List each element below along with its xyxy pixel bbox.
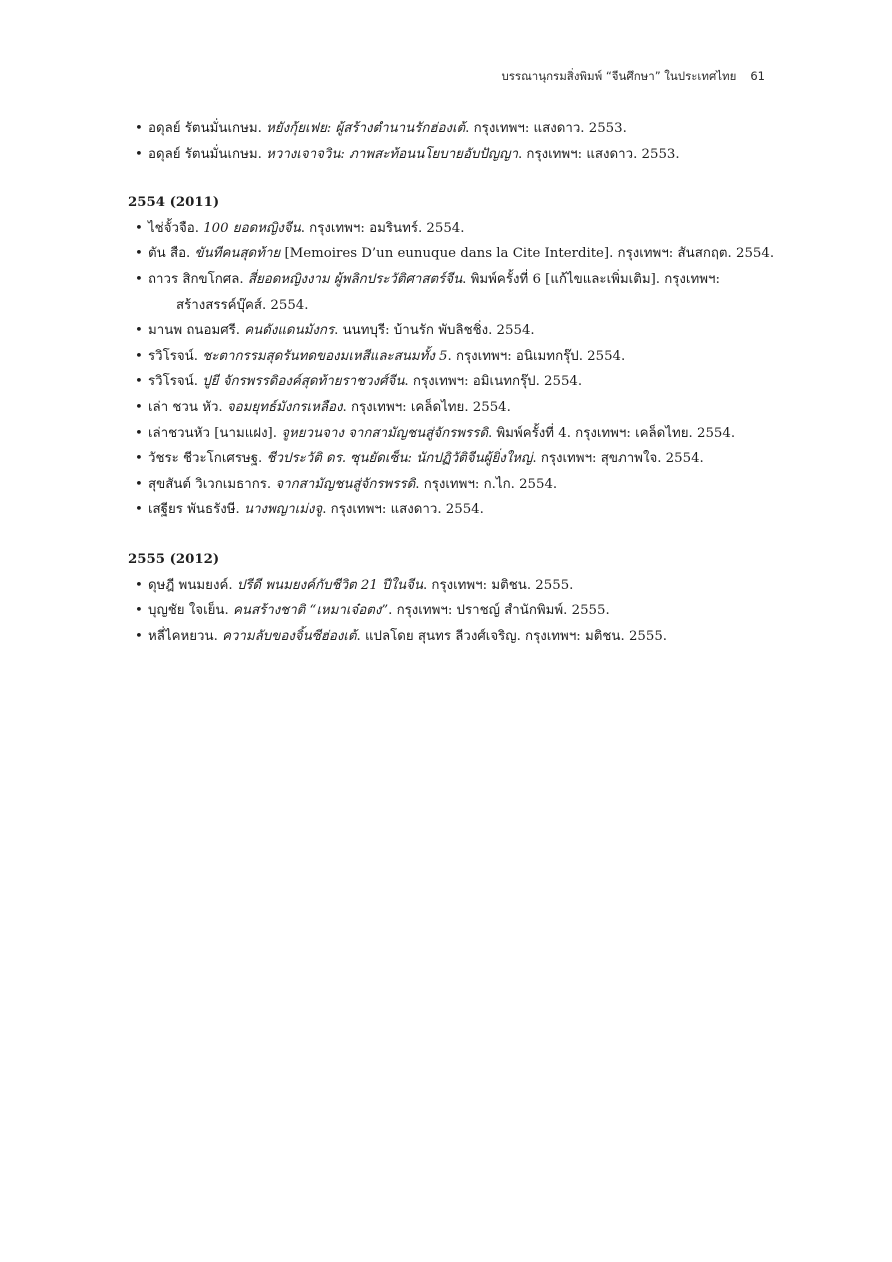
running-header bbox=[501, 68, 765, 86]
list-item: • สุขสันต์ วิเวกเมธากร. จากสามัญชนสู่จักรพรรดิ. กรุงเทพฯ: ก.ไก. 2554. bbox=[128, 472, 778, 498]
list-item: • เล่าชวนหัว [นามแฝง]. จูหยวนจาง จากสามัญชนสู่จักรพรรดิ. พิมพ์ครั้งที่ 4. กรุงเทพฯ: เคล็ดไทย. 2554. bbox=[128, 421, 778, 447]
list-item: • ไช่จั้วจือ. 100 ยอดหญิงจีน. กรุงเทพฯ: อมรินทร์. 2554. bbox=[128, 216, 778, 242]
year-heading-2555: 2555 (2012) bbox=[128, 551, 220, 567]
list-item: • อดุลย์ รัตนมั่นเกษม. หวางเจาจวิน: ภาพสะท้อนนโยบายอับปัญญา. กรุงเทพฯ: แสงดาว. 2553. bbox=[128, 142, 778, 168]
bibliography-list-2555 bbox=[128, 573, 778, 650]
list-item: • เล่า ชวน หัว. จอมยุทธ์มังกรเหลือง. กรุงเทพฯ: เคล็ดไทย. 2554. bbox=[128, 395, 778, 421]
list-item-continuation: สร้างสรรค์บุ๊คส์. 2554. bbox=[176, 297, 309, 313]
list-item: • ดุษฎี พนมยงค์. ปรีดี พนมยงค์กับชีวิต 21 ปีในจีน. กรุงเทพฯ: มติชน. 2555. bbox=[128, 573, 778, 599]
list-item: • บุญชัย ใจเย็น. คนสร้างชาติ “เหมาเจ๋อตง”. กรุงเทพฯ: ปราชญ์ สำนักพิมพ์. 2555. bbox=[128, 598, 778, 624]
list-item: • เสฐียร พันธรังษี. นางพญาเม่งจู. กรุงเทพฯ: แสงดาว. 2554. bbox=[128, 497, 778, 523]
list-item: • รวิโรจน์. ชะตากรรมสุดรันทดของมเหสีและสนมทั้ง 5. กรุงเทพฯ: อนิเมทกรุ๊ป. 2554. bbox=[128, 344, 778, 370]
list-item: • ตัน สือ. ขันทีคนสุดท้าย [Memoires D’un eunuque dans la Cite Interdite]. กรุงเทพฯ: สันสกฤต. 2554. bbox=[128, 241, 778, 267]
list-item: • หลี่ไคหยวน. ความลับของจิ้นซีฮ่องเต้. แปลโดย สุนทร ลีวงศ์เจริญ. กรุงเทพฯ: มติชน. 2555. bbox=[128, 624, 778, 650]
page-number: 61 bbox=[750, 69, 765, 83]
list-item: • อดุลย์ รัตนมั่นเกษม. หยังกุ้ยเฟย: ผู้สร้างตำนานรักฮ่องเต้. กรุงเทพฯ: แสงดาว. 2553. bbox=[128, 116, 778, 142]
year-heading-2554: 2554 (2011) bbox=[128, 195, 220, 211]
list-item: • วัชระ ชีวะโกเศรษฐ. ชีวประวัติ ดร. ซุนยัดเซ็น: นักปฏิวัติจีนผู้ยิ่งใหญ่. กรุงเทพฯ: สุขภาพใจ. 2554. bbox=[128, 446, 778, 472]
list-item: • มานพ ถนอมศรี. คนดังแดนมังกร. นนทบุรี: บ้านรัก พับลิชชิ่ง. 2554. bbox=[128, 318, 778, 344]
bibliography-list-2554 bbox=[128, 216, 778, 523]
header-title: บรรณานุกรมสิ่งพิมพ์ “จีนศึกษา” ในประเทศไทย bbox=[501, 69, 737, 83]
list-item: • ถาวร สิกขโกศล. สี่ยอดหญิงงาม ผู้พลิกประวัติศาสตร์จีน. พิมพ์ครั้งที่ 6 [แก้ไขและเพิ่มเติม]. กรุงเทพฯ: สร้างสรรค์บุ๊คส์. 2554. bbox=[128, 267, 778, 318]
bibliography-content bbox=[128, 116, 778, 649]
list-item: • รวิโรจน์. ปูยี จักรพรรดิองค์สุดท้ายราชวงศ์จีน. กรุงเทพฯ: อมิเนทกรุ๊ป. 2554. bbox=[128, 369, 778, 395]
bibliography-list-top bbox=[128, 116, 778, 167]
